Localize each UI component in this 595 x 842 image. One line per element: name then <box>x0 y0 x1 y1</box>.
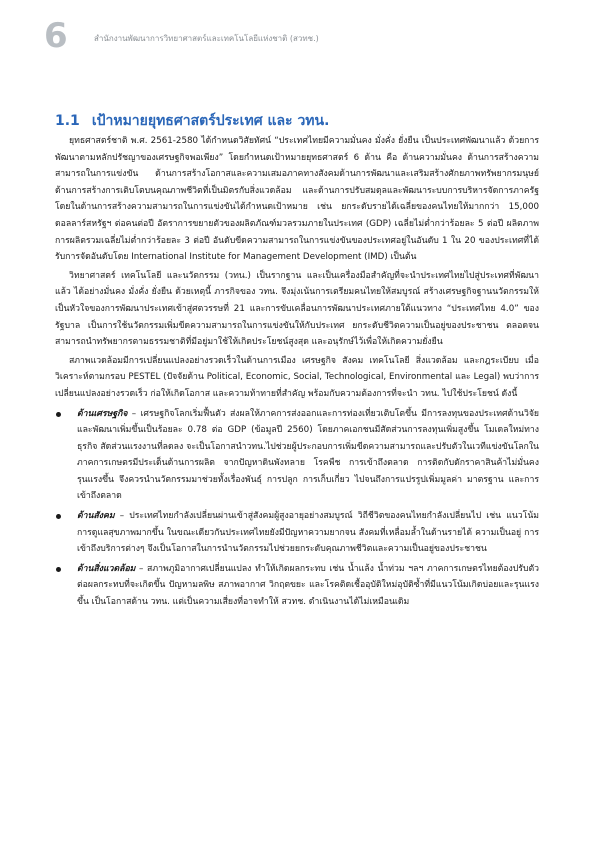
pestel-bullet-list <box>55 406 539 611</box>
bullet-environment <box>55 561 539 611</box>
bullet-economy <box>55 406 539 506</box>
section-heading <box>55 110 329 132</box>
bullet-term: ด้านสิ่งแวดล้อม <box>77 563 136 574</box>
bullet-dot-icon <box>56 412 61 417</box>
bullet-dot-icon <box>56 514 61 519</box>
running-header: สำนักงานพัฒนาการวิทยาศาสตร์และเทคโนโลยีแห่งชาติ (สวทช.) <box>94 34 319 43</box>
section-number: 1.1 <box>55 113 80 129</box>
bullet-text: – เศรษฐกิจโลกเริ่มฟื้นตัว ส่งผลให้ภาคการส่งออกและการท่องเที่ยวเติบโตขึ้น มีการลงทุนของประเทศด้านวิจัยและพัฒนาเพิ่มขึ้นเป็นร้อยละ 0.78 ต่อ GDP (ข้อมูลปี 2560) โดยภาคเอกชนมีสัดส่วนการลงทุนเพิ่มสูงขึ้น โมเดลใหม่ทางธุรกิจ สัดส่วนแรงงานที่ลดลง จะเป็นโอกาสนำวทน.ไปช่วยผู้ประกอบการเพิ่มขีดความสามารถและปรับตัวในเวทีแข่งขันโลกในภาคการเกษตรมีประเด็นด้านการผลิต จากปัญหาดินพังทลาย โรคพืช การเข้าถึงตลาด การติดกับดักราคาสินค้าไม่มั่นคง รุนแรงขึ้น จึงควรนำนวัตกรรมมาช่วยทั้งเรื่องพันธุ์ การปลูก การเก็บเกี่ยว ไปจนถึงการแปรรูปเพิ่มมูลค่า มาตรฐาน และการเข้าถึงตลาด <box>77 408 539 502</box>
paragraph-pestel: สภาพแวดล้อมมีการเปลี่ยนแปลงอย่างรวดเร็วในด้านการเมือง เศรษฐกิจ สังคม เทคโนโลยี สิ่งแวดล้อม และกฎระเบียบ เมื่อวิเคราะห์ตามกรอบ PESTEL (ปัจจัยด้าน Political, Economic, Social, Technological, Environmental และ Legal) พบว่าการเปลี่ยนแปลงอย่างรวดเร็ว ก่อให้เกิดโอกาส และความท้าทายที่สำคัญ พร้อมกับความต้องการที่จะนำ วทน. ไปใช้ประโยชน์ ดังนี้ <box>55 355 539 399</box>
paragraph-strategy: ยุทธศาสตร์ชาติ พ.ศ. 2561-2580 ได้กำหนดวิสัยทัศน์ “ประเทศไทยมีความมั่นคง มั่งคั่ง ยั่งยืน เป็นประเทศพัฒนาแล้ว ด้วยการพัฒนาตามหลักปรัชญาของเศรษฐกิจพอเพียง” โดยกำหนดเป้าหมายยุทธศาสตร์ 6 ด้าน คือ ด้านความมั่นคง ด้านการสร้างความสามารถในการแข่งขัน ด้านการสร้างโอกาสและความเสมอภาคทางสังคมด้านการพัฒนาและเสริมสร้างศักยภาพทรัพยากรมนุษย์ด้านการสร้างการเติบโตบนคุณภาพชีวิตที่เป็นมิตรกับสิ่งแวดล้อม และด้านการปรับสมดุลและพัฒนาระบบการบริหารจัดการภาครัฐ โดยในด้านการสร้างความสามารถในการแข่งขันได้กำหนดเป้าหมาย เช่น ยกระดับรายได้เฉลี่ยของคนไทยให้มากกว่า 15,000 ดอลลาร์สหรัฐฯ ต่อคนต่อปี อัตราการขยายตัวของผลิตภัณฑ์มวลรวมภายในประเทศ (GDP) เฉลี่ยไม่ต่ำกว่าร้อยละ 5 ต่อปี ผลิตภาพการผลิตรวมเฉลี่ยไม่ต่ำกว่าร้อยละ 3 ต่อปี อันดับขีดความสามารถในการแข่งขันของประเทศอยู่ในอันดับ 1 ใน 20 ของประเทศที่ได้รับการจัดอันดับโดย International Institute for Management Development (IMD) เป็นต้น <box>55 136 539 263</box>
page-number: 6 <box>44 16 68 56</box>
body-text <box>55 133 539 611</box>
bullet-term: ด้านสังคม <box>77 511 115 522</box>
paragraph-sti-role: วิทยาศาสตร์ เทคโนโลยี และนวัตกรรม (วทน.) เป็นรากฐาน และเป็นเครื่องมือสำคัญที่จะนำประเทศไทยไปสู่ประเทศที่พัฒนาแล้ว ได้อย่างมั่นคง มั่งคั่ง ยั่งยืน ด้วยเหตุนี้ ภารกิจของ วทน. จึงมุ่งเน้นการเตรียมคนไทยให้สมบูรณ์ สร้างเศรษฐกิจฐานนวัตกรรมให้เป็นหัวใจของการพัฒนาประเทศเข้าสู่ศตวรรษที่ 21 และการขับเคลื่อนการพัฒนาประเทศภายใต้แนวทาง “ประเทศไทย 4.0” ของรัฐบาล เป็นการใช้นวัตกรรมเพิ่มขีดความสามารถในการแข่งขันให้กับประเทศ ยกระดับชีวิตความเป็นอยู่ของประชาชน ตลอดจนสามารถนำทรัพยากรตามธรรมชาติที่มีอยู่มาใช้ให้เกิดประโยชน์สูงสุด และอนุรักษ์ไว้เพื่อให้เกิดความยั่งยืน <box>55 270 539 348</box>
bullet-text: – สภาพภูมิอากาศเปลี่ยนแปลง ทำให้เกิดผลกระทบ เช่น น้ำแล้ง น้ำท่วม ฯลฯ ภาคการเกษตรไทยต้องปรับตัวต่อผลกระทบที่จะเกิดขึ้น ปัญหามลพิษ สภาพอากาศ วิกฤตขยะ และโรคติดเชื้ออุบัติใหม่อุบัติซ้ำที่มีแนวโน้มเกิดบ่อยและรุนแรงขึ้น เป็นโอกาสด้าน วทน. แต่เป็นความเสี่ยงที่อาจทำให้ สวทช. ดำเนินงานได้ไม่เหมือนเดิม <box>77 563 539 608</box>
section-title: เป้าหมายยุทธศาสตร์ประเทศ และ วทน. <box>91 113 330 129</box>
bullet-text: – ประเทศไทยกำลังเปลี่ยนผ่านเข้าสู่สังคมผู้สูงอายุอย่างสมบูรณ์ วิถีชีวิตของคนไทยกำลังเปลี่ยนไป เช่น แนวโน้มการดูแลสุขภาพมากขึ้น ในขณะเดียวกันประเทศไทยยังมีปัญหาความยากจน สังคมที่เหลื่อมล้ำในด้านรายได้ ความเป็นอยู่ การเข้าถึงบริการต่างๆ จึงเป็นโอกาสในการนำนวัตกรรมไปช่วยยกระดับคุณภาพชีวิตและความเป็นอยู่ของประชาชน <box>77 511 539 555</box>
bullet-term: ด้านเศรษฐกิจ <box>77 408 128 419</box>
bullet-society <box>55 508 539 558</box>
bullet-dot-icon <box>56 567 61 572</box>
